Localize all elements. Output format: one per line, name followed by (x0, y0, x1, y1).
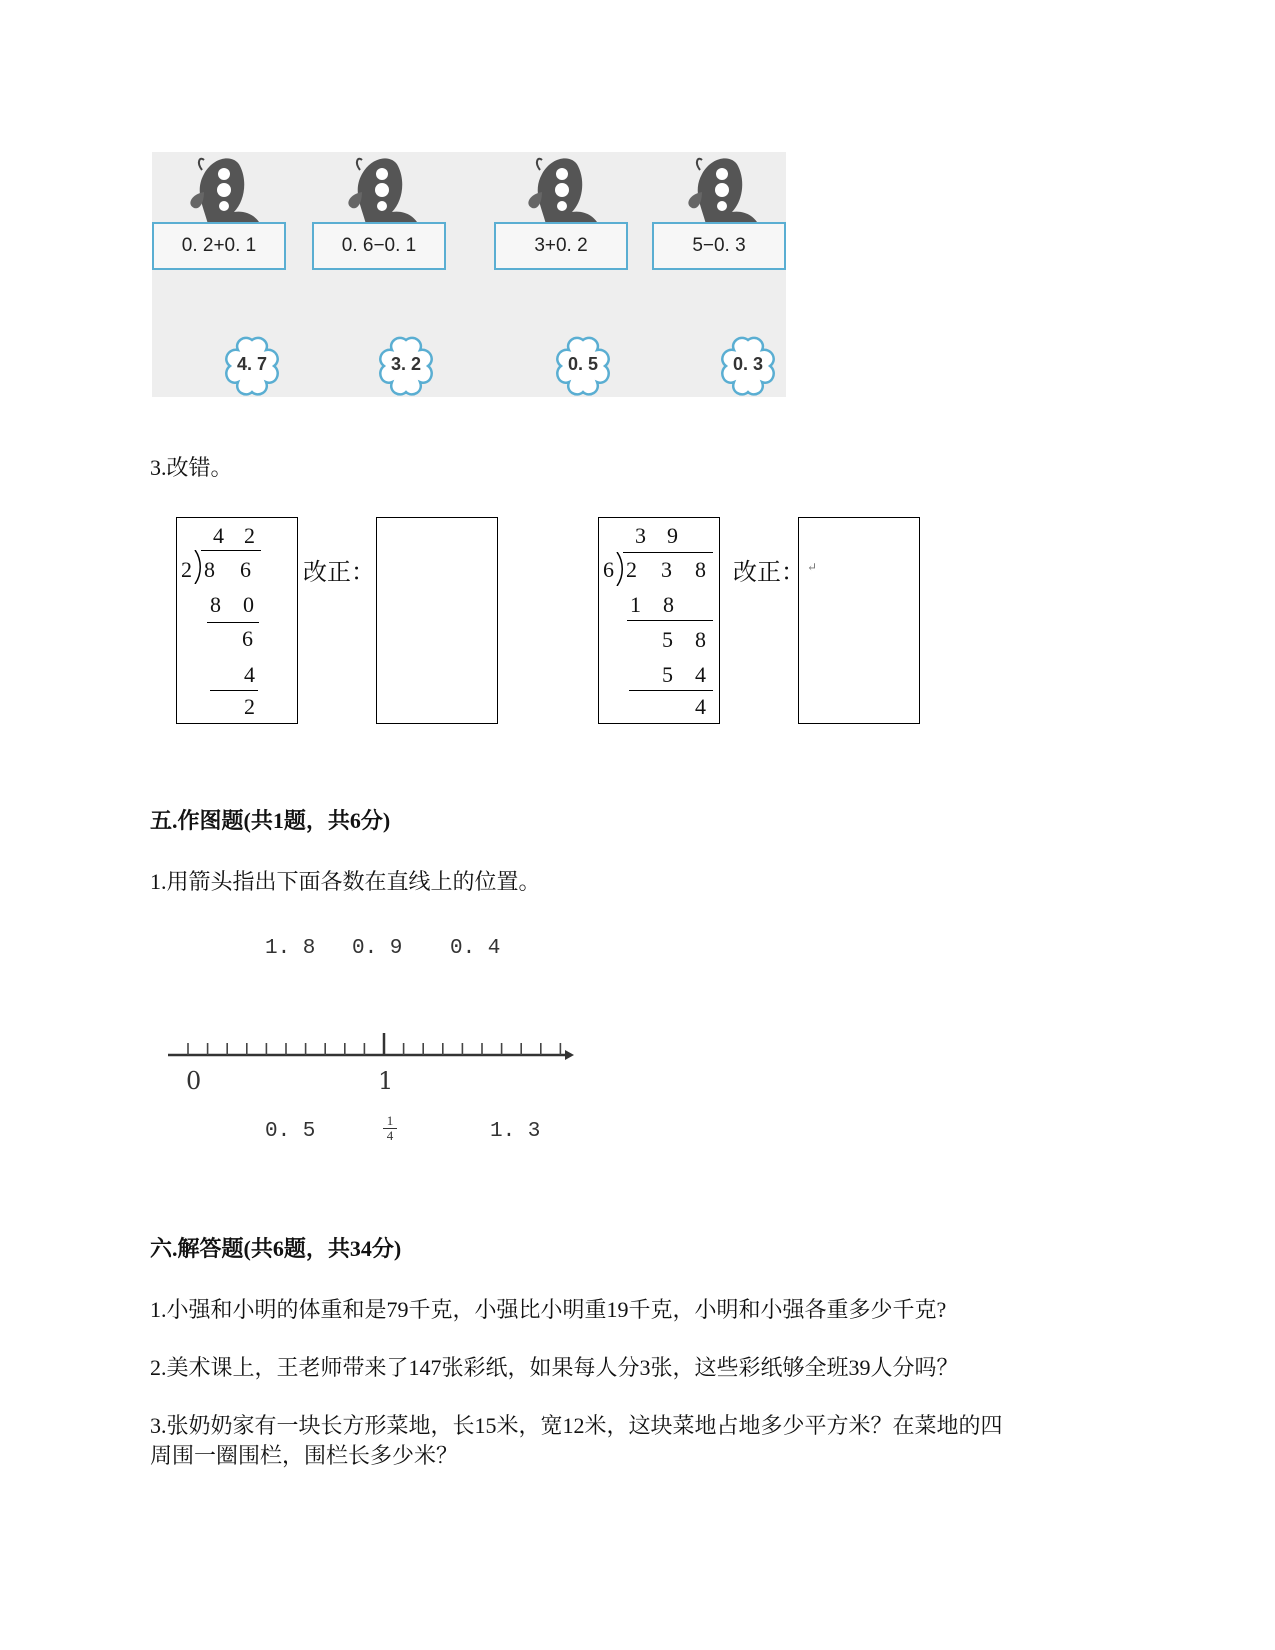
divisor: 2 (181, 557, 192, 582)
matching-panel (152, 152, 786, 397)
step-digit: 1 (630, 592, 641, 617)
section-6-heading: 六.解答题(共6题，共34分) (150, 1236, 402, 1261)
number-to-place: 1. 8 (265, 937, 316, 960)
step-digit: 8 (695, 627, 706, 652)
butterfly-icon (512, 152, 602, 228)
expression-box: 0. 2+0. 1 (152, 222, 286, 270)
section-5-heading: 五.作图题(共1题，共6分) (150, 808, 391, 833)
quotient-digit: 9 (667, 523, 678, 548)
step-digit: 4 (695, 662, 706, 687)
divisor: 6 (603, 557, 614, 582)
expression-box: 3+0. 2 (494, 222, 628, 270)
section-6-question-1: 1.小强和小明的体重和是79千克，小强比小明重19千克，小明和小强各重多少千克? (150, 1297, 947, 1322)
step-digit: 0 (243, 592, 254, 617)
answer-label: 3. 2 (390, 354, 422, 374)
step-digit: 8 (663, 592, 674, 617)
fraction-one-quarter (383, 1114, 397, 1143)
section-6-question-3: 3.张奶奶家有一块长方形菜地，长15米，宽12米，这块菜地占地多少平方米？在菜地的四 (150, 1413, 1003, 1438)
number-to-place: 1. 3 (490, 1120, 541, 1143)
step-digit: 4 (244, 662, 255, 687)
butterfly-icon (672, 152, 762, 228)
step-digit: 2 (244, 694, 255, 719)
step-digit: 6 (242, 626, 253, 651)
correction-box-1[interactable] (376, 517, 498, 724)
return-mark: ↵ (807, 560, 818, 574)
division-problem-2 (598, 517, 720, 724)
answer-label: 0. 3 (732, 354, 764, 374)
dividend-digit: 8 (204, 557, 215, 582)
expression-box: 5−0. 3 (652, 222, 786, 270)
section-6-question-2: 2.美术课上，王老师带来了147张彩纸，如果每人分3张，这些彩纸够全班39人分吗？ (150, 1355, 959, 1380)
number-to-place: 0. 9 (352, 937, 403, 960)
correction-label: 改正： (303, 558, 375, 586)
section-5-question-1: 1.用箭头指出下面各数在直线上的位置。 (150, 869, 541, 894)
number-to-place: 0. 5 (265, 1120, 316, 1143)
axis-label-one: 1 (378, 1067, 394, 1095)
axis-label-zero: 0 (186, 1067, 202, 1095)
fraction-denominator: 4 (383, 1128, 397, 1143)
q3-title: 3.改错。 (150, 455, 233, 480)
dividend-digit: 2 (626, 557, 637, 582)
correction-label: 改正： (733, 558, 805, 586)
division-bracket (193, 550, 203, 584)
division-bracket (615, 552, 625, 586)
answer-label: 4. 7 (236, 354, 268, 374)
quotient-digit: 3 (635, 523, 646, 548)
dividend-digit: 8 (695, 557, 706, 582)
step-digit: 5 (662, 627, 673, 652)
fraction-numerator: 1 (386, 1113, 394, 1128)
dividend-digit: 6 (240, 557, 251, 582)
division-problem-1 (176, 517, 298, 724)
correction-box-2[interactable] (798, 517, 920, 724)
expression-box: 0. 6−0. 1 (312, 222, 446, 270)
number-to-place: 0. 4 (450, 937, 501, 960)
quotient-digit: 4 (213, 523, 224, 548)
number-line (160, 1010, 580, 1060)
step-digit: 4 (695, 694, 706, 719)
butterfly-icon (332, 152, 422, 228)
step-digit: 8 (210, 592, 221, 617)
step-digit: 5 (662, 662, 673, 687)
section-6-question-3-cont: 周围一圈围栏，围栏长多少米？ (150, 1443, 459, 1468)
quotient-digit: 2 (244, 523, 255, 548)
butterfly-icon (174, 152, 264, 228)
answer-label: 0. 5 (567, 354, 599, 374)
dividend-digit: 3 (661, 557, 672, 582)
